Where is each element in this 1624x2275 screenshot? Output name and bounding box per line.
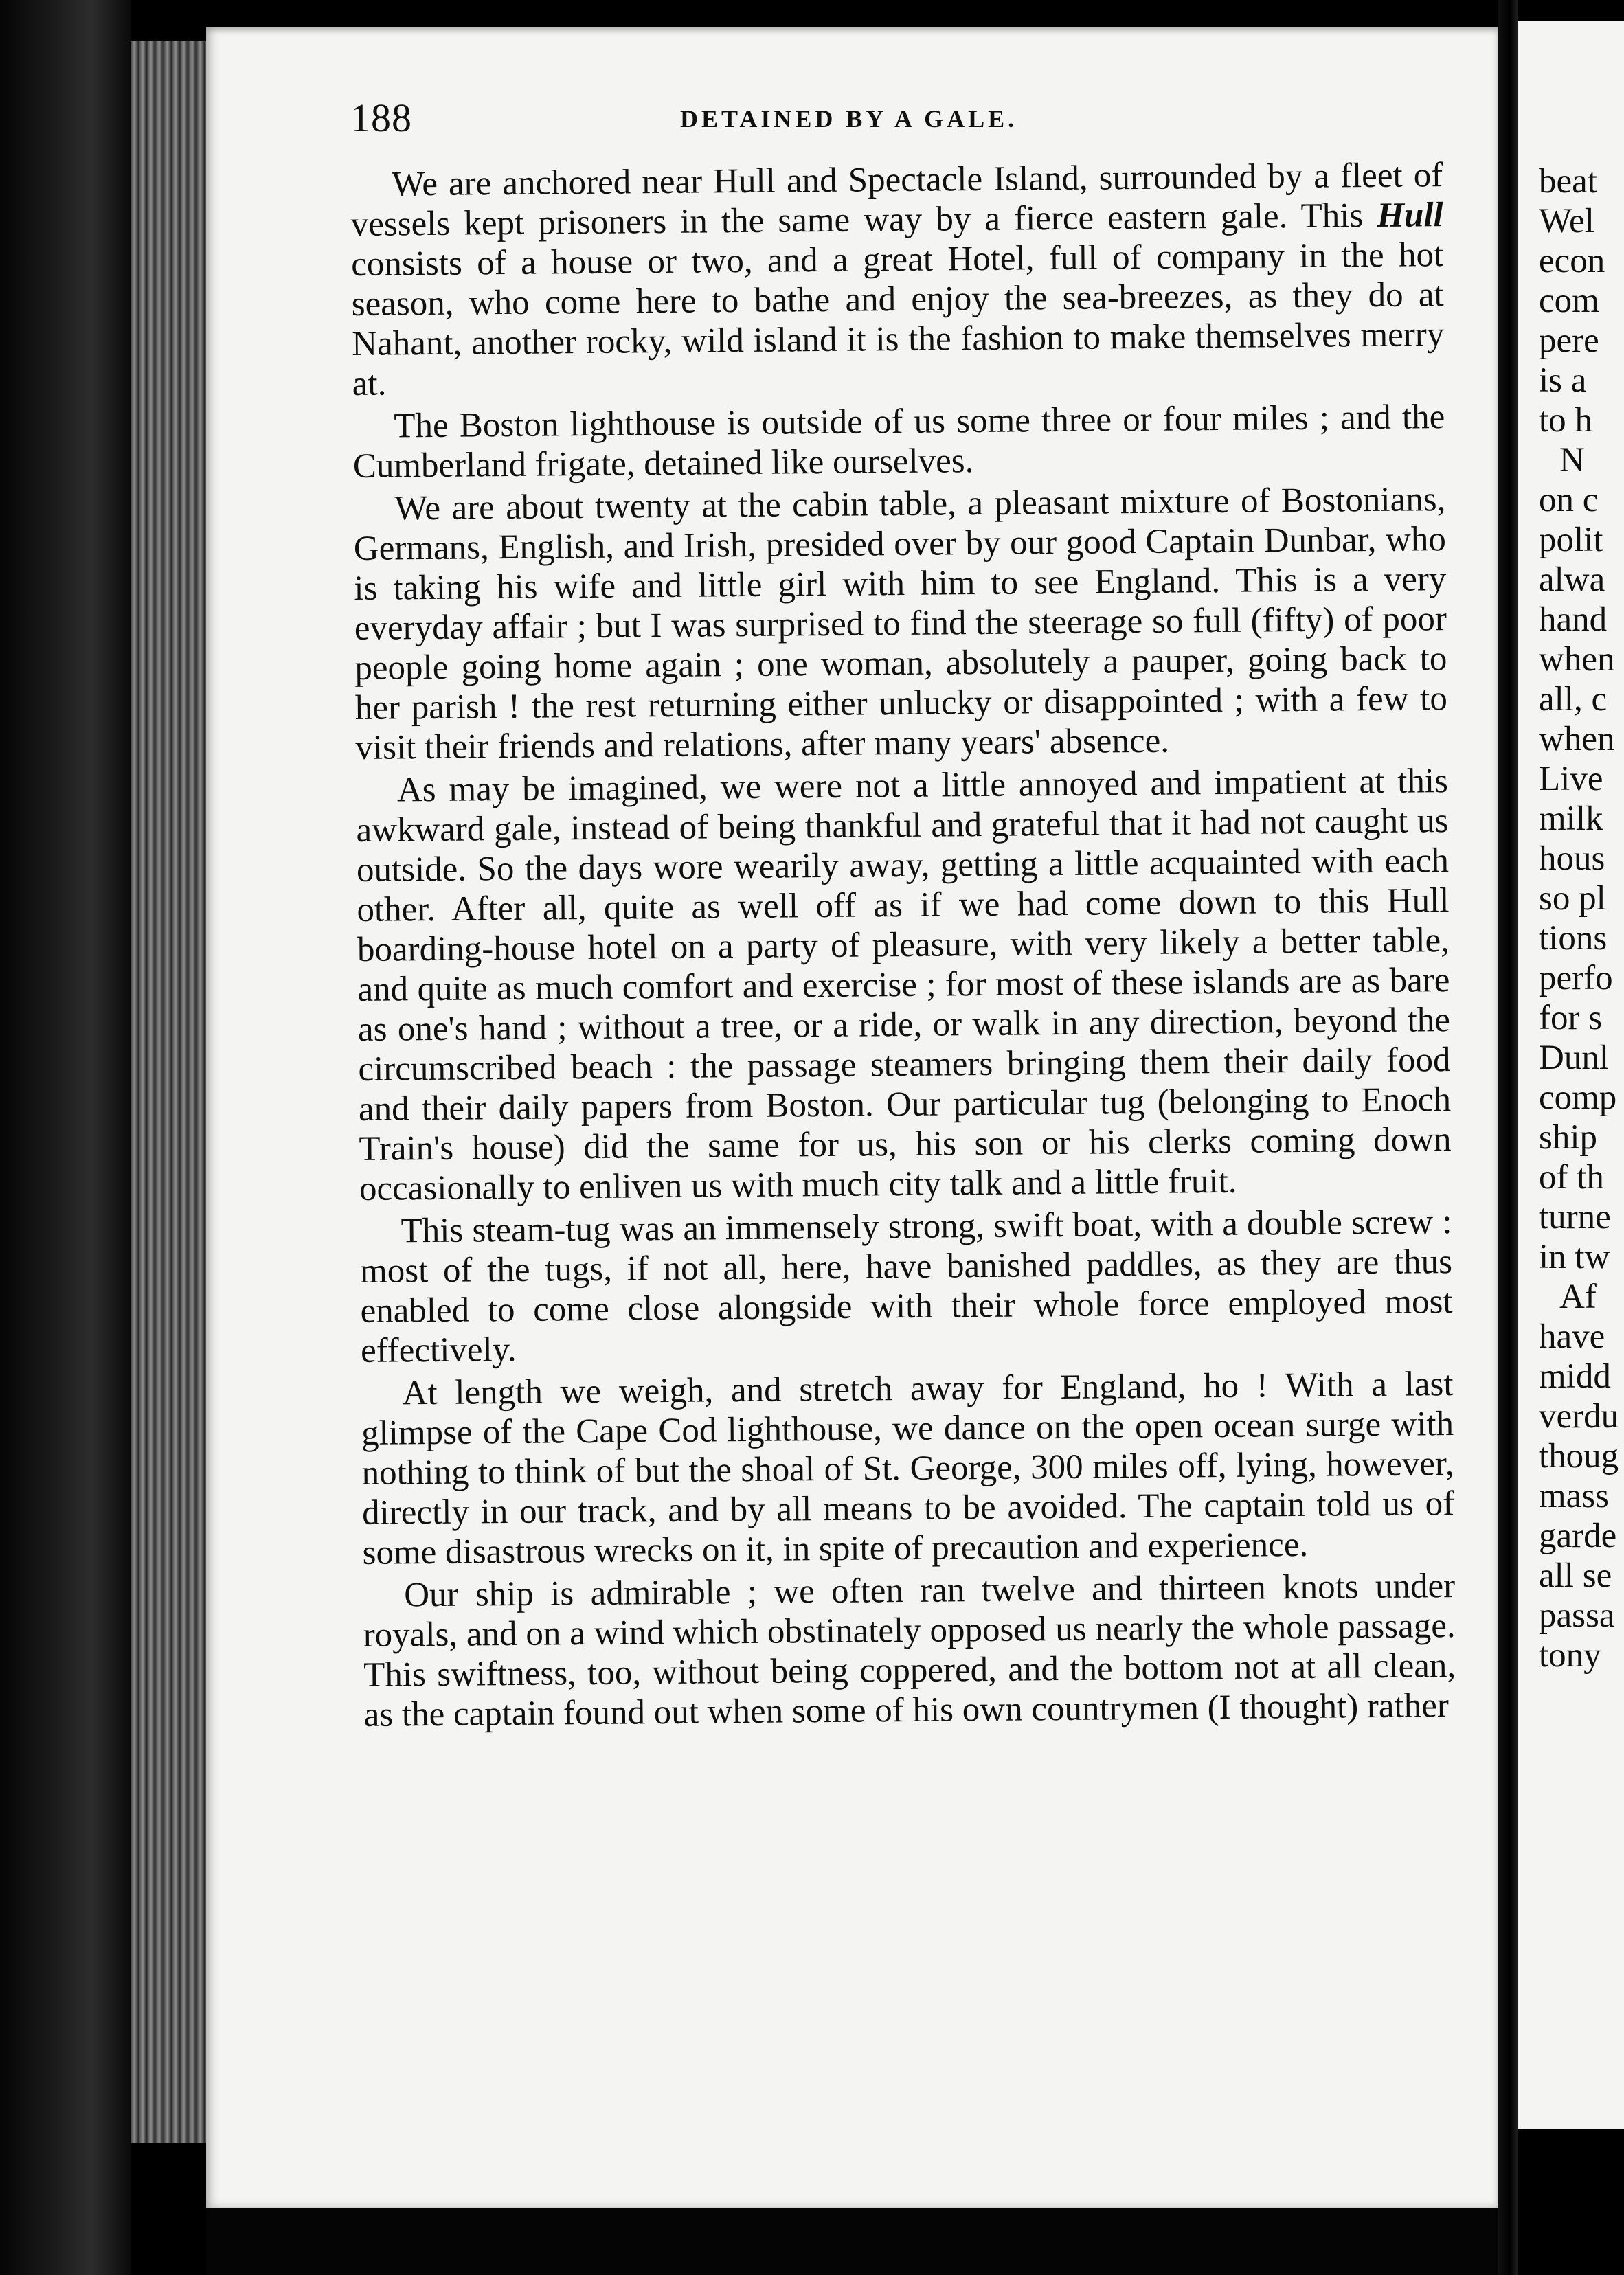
paragraph: This steam-tug was an immensely strong, swift boat, with a double screw : most of the tugs, if not all, here, have banished paddles, as they are thus enabled to come close alongside with their whole force employed most effectively. bbox=[359, 1203, 1453, 1370]
paragraph-text: We are anchored near Hull and Spectacle Island, surrounded by a fleet of vessels kept prisoners in the same way by a fierce eastern gale. This bbox=[350, 156, 1443, 244]
right-page-line-fragment: Af bbox=[1559, 1278, 1597, 1316]
right-page-line-fragment: thoug bbox=[1539, 1437, 1619, 1475]
right-page-line-fragment: in tw bbox=[1539, 1238, 1610, 1276]
right-page-line-fragment: milk bbox=[1539, 800, 1603, 838]
right-page-line-fragment: verdu bbox=[1539, 1397, 1619, 1436]
right-page-line-fragment: com bbox=[1539, 282, 1599, 320]
right-page-line-fragment: all, c bbox=[1539, 680, 1608, 718]
running-head bbox=[350, 95, 1429, 150]
right-page-line-fragment: hand bbox=[1539, 600, 1608, 639]
paragraph-text: consists of a house or two, and a great Hotel, full of company in the hot season, who come here to bathe and enjoy the sea-breezes, as they do at Nahant, another rocky, wild island it is the fashion to make themselves merry at. bbox=[351, 236, 1445, 403]
right-page-line-fragment: econ bbox=[1539, 242, 1605, 280]
right-page-line-fragment: Dunl bbox=[1539, 1039, 1609, 1077]
right-page-line-fragment: to h bbox=[1539, 401, 1592, 440]
right-page-line-fragment: Wel bbox=[1539, 202, 1594, 240]
right-page-line-fragment: of th bbox=[1539, 1158, 1604, 1197]
right-page-line-fragment: midd bbox=[1539, 1357, 1611, 1396]
page-number: 188 bbox=[350, 95, 412, 140]
right-page-line-fragment: tions bbox=[1539, 919, 1608, 958]
right-page-line-fragment: polit bbox=[1539, 521, 1603, 559]
paragraph: We are about twenty at the cabin table, a pleasant mixture of Bostonians, Germans, English, and Irish, presided over by our good Captain Dunbar, who is taking his wife and little girl with him to see England. This is a very everyday affair ; but I was surprised to find the steerage so full (fifty) of poor people going home again ; one woman, absolutely a pauper, going back to her parish ! the rest returning either unlucky or disappointed ; with a few to visit their friends and relations, after many years' absence. bbox=[353, 480, 1448, 767]
paragraph bbox=[350, 155, 1445, 404]
right-page-line-fragment: beat bbox=[1539, 162, 1597, 201]
right-page-line-fragment: perfo bbox=[1539, 959, 1613, 997]
paragraph: At length we weigh, and stretch away for England, ho ! With a last glimpse of the Cape Cod lighthouse, we dance on the open ocean surge with nothing to think of but the shoal of St. George, 300 miles off, lying, however, directly in our track, and by all means to be avoided. The captain told us of some disastrous wrecks on it, in spite of precaution and experience. bbox=[361, 1365, 1455, 1572]
paragraph: As may be imagined, we were not a little annoyed and impatient at this awkward gale, instead of being thankful and grateful that it had not caught us outside. So the days wore wearily away, getting a little acquainted with each other. After all, quite as well off as if we had come down to this Hull boarding-house hotel on a party of pleasure, with very likely a better table, and quite as much comfort and exercise ; for most of these islands are as bare as one's hand ; without a tree, or a ride, or walk in any direction, beyond the circumscribed beach : the passage steamers bringing them their daily food and their daily papers from Boston. Our particular tug (belonging to Enoch Train's house) did the same for us, his son or his clerks coming down occasionally to enliven us with much city talk and a little fruit. bbox=[356, 762, 1452, 1208]
bottom-scan-shadow bbox=[206, 2208, 1498, 2275]
right-page-line-fragment: is a bbox=[1539, 361, 1587, 400]
right-page-line-fragment: all se bbox=[1539, 1557, 1612, 1595]
chapter-running-title: DETAINED BY A GALE. bbox=[680, 105, 1018, 133]
right-page-line-fragment: when bbox=[1539, 640, 1615, 679]
right-page-line-fragment: on c bbox=[1539, 481, 1599, 519]
right-page-line-fragment: tony bbox=[1539, 1636, 1601, 1675]
right-page-line-fragment: comp bbox=[1539, 1078, 1617, 1117]
right-page-line-fragment: N bbox=[1559, 441, 1585, 479]
right-page-line-fragment: pere bbox=[1539, 321, 1599, 360]
right-page-line-fragment: have bbox=[1539, 1317, 1605, 1356]
right-page-line-fragment: turne bbox=[1539, 1198, 1611, 1236]
right-page-line-fragment: when bbox=[1539, 720, 1615, 758]
right-page-text-fragments bbox=[1539, 161, 1619, 1675]
paragraph: The Boston lighthouse is outside of us some three or four miles ; and the Cumberland frigate, detained like ourselves. bbox=[352, 398, 1445, 486]
paragraph: Our ship is admirable ; we often ran twelve and thirteen knots under royals, and on a wind which obstinately opposed us nearly the whole passage. This swiftness, too, without being coppered, and the bottom not at all clean, as the captain found out when some of his own countrymen (I thought) rather bbox=[363, 1567, 1456, 1734]
emphasized-word: Hull bbox=[1377, 196, 1443, 235]
right-page-line-fragment: mass bbox=[1539, 1477, 1609, 1515]
right-page-line-fragment: for s bbox=[1539, 999, 1603, 1037]
right-page-line-fragment: Live bbox=[1539, 760, 1603, 798]
page-body-text bbox=[350, 155, 1456, 1738]
book-binding-margin bbox=[0, 0, 131, 2275]
right-page-line-fragment: ship bbox=[1539, 1118, 1598, 1157]
right-page-line-fragment: garde bbox=[1539, 1517, 1617, 1555]
right-page-line-fragment: hous bbox=[1539, 839, 1605, 878]
right-page-line-fragment: alwa bbox=[1539, 561, 1605, 599]
right-page-cropped bbox=[1518, 21, 1624, 2129]
right-page-line-fragment: passa bbox=[1539, 1596, 1615, 1635]
left-page bbox=[206, 27, 1498, 2208]
page-gutter-divider bbox=[1498, 0, 1518, 2275]
right-page-line-fragment: so pl bbox=[1539, 879, 1606, 918]
